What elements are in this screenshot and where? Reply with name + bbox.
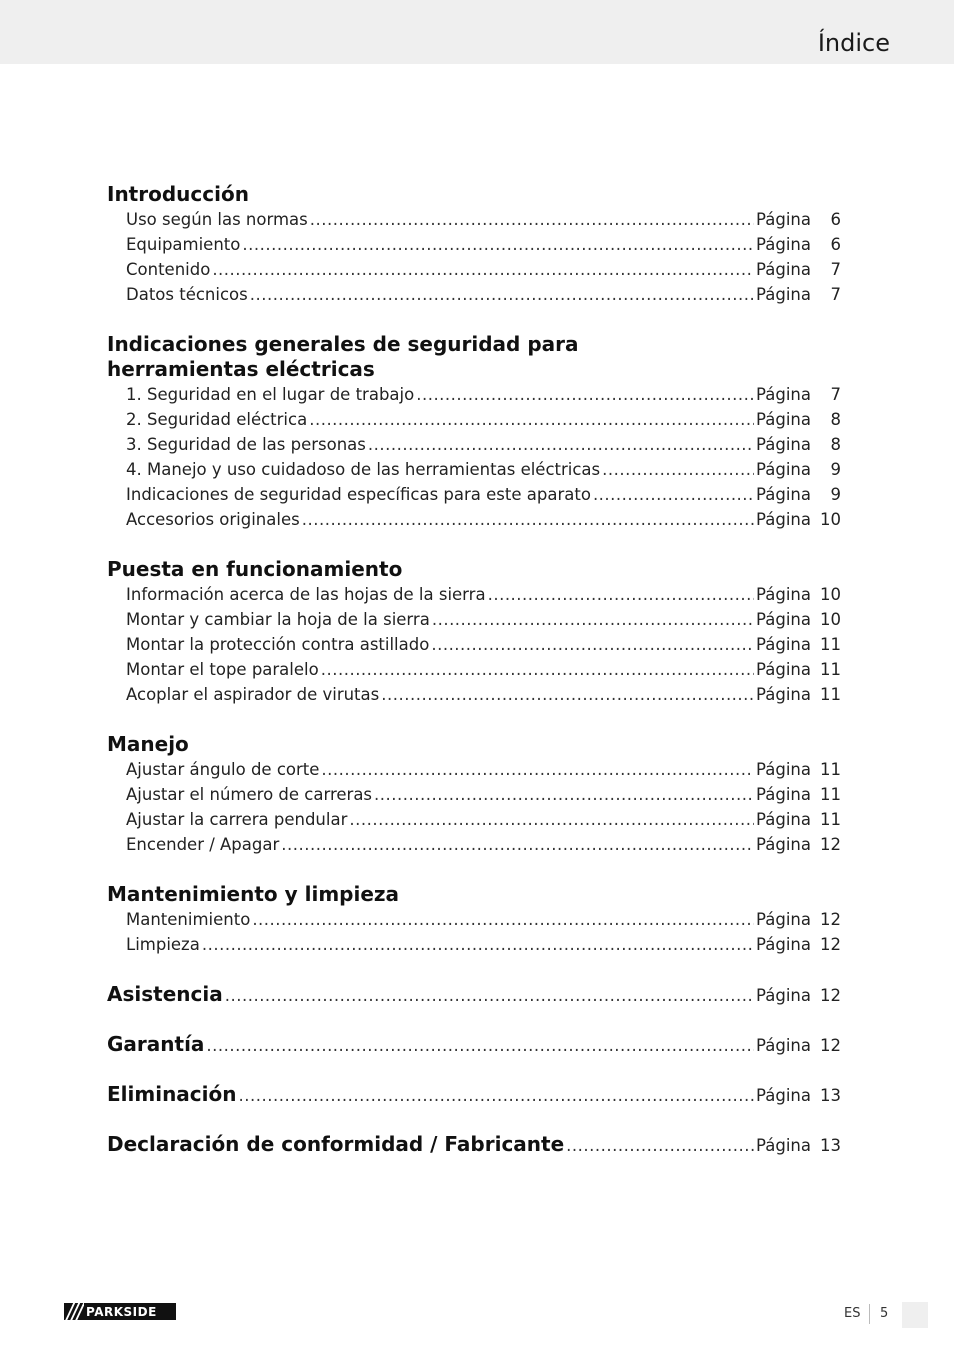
toc-entry[interactable] [107, 232, 841, 257]
footer-page-number: 5 [880, 1306, 889, 1321]
page-number: 7 [830, 285, 841, 304]
page-number: 11 [820, 785, 841, 804]
page-word: Página [756, 635, 811, 654]
section-title-line-1: Indicaciones generales de seguridad para [107, 332, 579, 356]
entry-label: Accesorios originales [126, 510, 300, 529]
page-number: 12 [820, 935, 841, 954]
toc-entry[interactable] [107, 582, 841, 607]
dot-leader [432, 607, 754, 632]
dot-leader [566, 1133, 754, 1158]
entry-list [107, 582, 841, 707]
dot-leader [349, 807, 754, 832]
entry-label: Montar el tope paralelo [126, 660, 319, 679]
toc-section-eliminacion[interactable] [107, 1082, 841, 1107]
toc-section-garantia[interactable] [107, 1032, 841, 1057]
page-number: 12 [820, 835, 841, 854]
dot-leader [321, 657, 754, 682]
entry-label: Acoplar el aspirador de virutas [126, 685, 380, 704]
section-title: Puesta en funcionamiento [107, 557, 403, 581]
page-number: 11 [820, 760, 841, 779]
dot-leader [381, 682, 754, 707]
entry-label: Ajustar el número de carreras [126, 785, 373, 804]
section-title: Eliminación [107, 1082, 237, 1106]
toc-entry[interactable] [107, 682, 841, 707]
page-word: Página [756, 285, 811, 304]
entry-label: 4. Manejo y uso cuidadoso de las herramientas eléctricas [126, 460, 601, 479]
page-number: 7 [830, 260, 841, 279]
toc-section-asistencia[interactable] [107, 982, 841, 1007]
page-number: 10 [820, 610, 841, 629]
page-title: Índice [817, 29, 890, 57]
page-number: 13 [820, 1136, 841, 1155]
entry-label: Montar y cambiar la hoja de la sierra [126, 610, 430, 629]
toc-entry[interactable] [107, 657, 841, 682]
page-word: Página [756, 760, 811, 779]
toc-entry[interactable] [107, 607, 841, 632]
logo-brand-text: PARKSIDE [86, 1304, 157, 1319]
entry-label: Ajustar la carrera pendular [126, 810, 348, 829]
page-number: 9 [830, 460, 841, 479]
page-number: 7 [830, 385, 841, 404]
entry-label: Montar la protección contra astillado [126, 635, 430, 654]
entry-list [107, 757, 841, 857]
header-band [0, 0, 954, 64]
dot-leader [302, 507, 754, 532]
dot-leader [309, 407, 754, 432]
page-number: 12 [820, 986, 841, 1005]
entry-label: 1. Seguridad en el lugar de trabajo [126, 385, 415, 404]
toc-entry[interactable] [107, 782, 841, 807]
page-word: Página [756, 910, 811, 929]
toc-entry[interactable] [107, 282, 841, 307]
page-word: Página [756, 435, 811, 454]
page-number: 11 [820, 635, 841, 654]
page-word: Página [756, 460, 811, 479]
dot-leader [321, 757, 754, 782]
page-number: 6 [830, 210, 841, 229]
toc-entry[interactable] [107, 907, 841, 932]
page-word: Página [756, 785, 811, 804]
dot-leader [212, 257, 754, 282]
toc-section-mantenimiento [107, 882, 841, 957]
page-word: Página [756, 210, 811, 229]
section-title: Mantenimiento y limpieza [107, 882, 400, 906]
page-word: Página [756, 260, 811, 279]
page-number: 13 [820, 1086, 841, 1105]
page-word: Página [756, 385, 811, 404]
toc-entry[interactable] [107, 757, 841, 782]
entry-label: Equipamiento [126, 235, 241, 254]
dot-leader [310, 207, 754, 232]
page-number: 6 [830, 235, 841, 254]
dot-leader [431, 632, 754, 657]
toc-section-indicaciones [107, 332, 841, 532]
section-title: Manejo [107, 732, 189, 756]
toc-entry[interactable] [107, 932, 841, 957]
page-word: Página [756, 410, 811, 429]
parkside-logo [64, 1303, 176, 1320]
page-word: Página [756, 685, 811, 704]
page-number: 10 [820, 585, 841, 604]
toc-entry[interactable] [107, 832, 841, 857]
dot-leader [242, 232, 754, 257]
dot-leader [250, 282, 754, 307]
page-word: Página [756, 510, 811, 529]
dot-leader [281, 832, 754, 857]
toc-entry[interactable] [107, 507, 841, 532]
dot-leader [374, 782, 754, 807]
page-word: Página [756, 585, 811, 604]
entry-label: Uso según las normas [126, 210, 308, 229]
entry-label: 3. Seguridad de las personas [126, 435, 366, 454]
section-title: Garantía [107, 1032, 205, 1056]
entry-list [107, 907, 841, 957]
section-title: Declaración de conformidad / Fabricante [107, 1132, 565, 1156]
page-number: 11 [820, 810, 841, 829]
page-word: Página [756, 835, 811, 854]
entry-list [107, 382, 841, 532]
page-number: 12 [820, 910, 841, 929]
section-title-line-2: herramientas eléctricas [107, 357, 375, 381]
dot-leader [488, 582, 754, 607]
page-number: 11 [820, 685, 841, 704]
toc-entry[interactable] [107, 457, 841, 482]
page-number: 10 [820, 510, 841, 529]
page-number: 11 [820, 660, 841, 679]
entry-label: Contenido [126, 260, 211, 279]
toc-entry[interactable] [107, 407, 841, 432]
page-word: Página [756, 235, 811, 254]
dot-leader [593, 482, 754, 507]
toc-entry[interactable] [107, 432, 841, 457]
footer-corner-box [902, 1302, 928, 1328]
toc-entry[interactable] [107, 207, 841, 232]
toc-section-introduccion [107, 182, 841, 307]
page-word: Página [756, 1086, 811, 1105]
footer-divider [869, 1304, 870, 1324]
toc-section-declaracion[interactable] [107, 1132, 841, 1157]
dot-leader [239, 1083, 755, 1108]
toc-entry[interactable] [107, 482, 841, 507]
page-number: 12 [820, 1036, 841, 1055]
entry-label: Ajustar ángulo de corte [126, 760, 320, 779]
entry-label: Información acerca de las hojas de la sierra [126, 585, 486, 604]
page-number: 8 [830, 435, 841, 454]
entry-label: Encender / Apagar [126, 835, 280, 854]
dot-leader [225, 983, 754, 1008]
dot-leader [602, 457, 754, 482]
entry-label: Mantenimiento [126, 910, 251, 929]
toc-section-manejo [107, 732, 841, 857]
dot-leader [368, 432, 754, 457]
page-word: Página [756, 1036, 811, 1055]
toc-section-puesta-en-funcionamiento [107, 557, 841, 707]
dot-leader [252, 907, 754, 932]
page-word: Página [756, 660, 811, 679]
entry-label: Limpieza [126, 935, 200, 954]
dot-leader [202, 932, 754, 957]
logo-stripes-icon [64, 1303, 84, 1320]
section-title: Introducción [107, 182, 249, 206]
page-word: Página [756, 810, 811, 829]
toc-entry[interactable] [107, 257, 841, 282]
entry-label: 2. Seguridad eléctrica [126, 410, 308, 429]
toc-entry[interactable] [107, 382, 841, 407]
page-word: Página [756, 485, 811, 504]
dot-leader [206, 1033, 754, 1058]
page-word: Página [756, 935, 811, 954]
entry-label: Indicaciones de seguridad específicas para este aparato [126, 485, 591, 504]
page-word: Página [756, 610, 811, 629]
entry-label: Datos técnicos [126, 285, 248, 304]
footer-language: ES [844, 1306, 861, 1321]
section-title: Asistencia [107, 982, 223, 1006]
page-number: 9 [830, 485, 841, 504]
table-of-contents [107, 182, 841, 1157]
page-word: Página [756, 1136, 811, 1155]
toc-entry[interactable] [107, 807, 841, 832]
dot-leader [416, 382, 754, 407]
entry-list [107, 207, 841, 307]
page-word: Página [756, 986, 811, 1005]
page-number: 8 [830, 410, 841, 429]
toc-entry[interactable] [107, 632, 841, 657]
